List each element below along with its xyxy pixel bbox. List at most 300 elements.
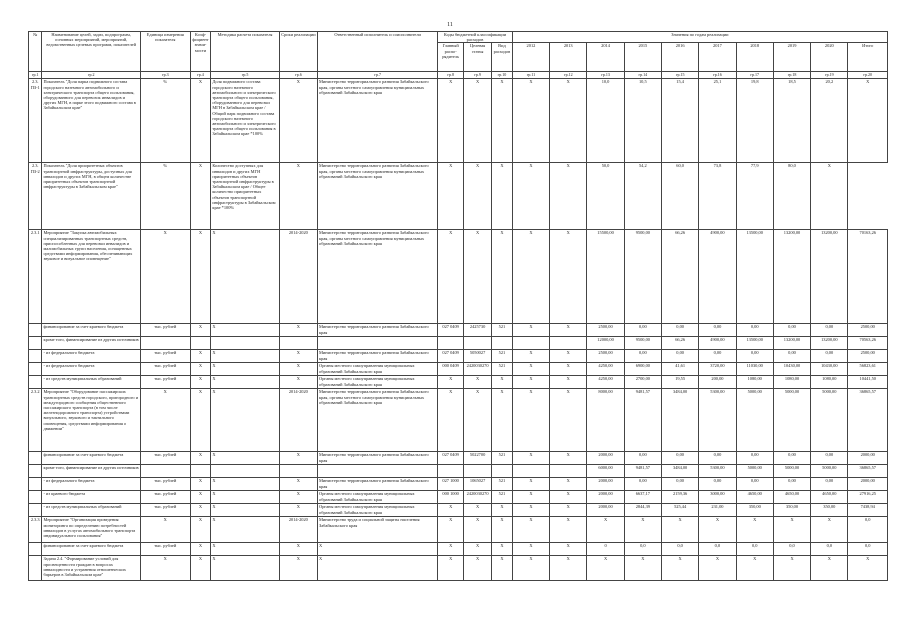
table-cell: 2000,00 — [587, 478, 624, 491]
table-cell: X — [811, 163, 848, 230]
table-cell: - из средств муниципальных образований — [42, 376, 140, 389]
table-cell: X — [550, 363, 587, 376]
table-cell: 0,00 — [661, 324, 698, 337]
header-responsible: Ответственный исполнитель и соисполнители — [318, 32, 438, 72]
table-cell: X — [190, 491, 211, 504]
table-cell: 0,00 — [773, 350, 810, 363]
column-number: гр.4 — [190, 72, 211, 79]
table-cell: X — [624, 517, 661, 543]
table-cell: - из федерального бюджета — [42, 478, 140, 491]
table-cell — [29, 376, 42, 389]
table-cell: X — [190, 389, 211, 452]
table-cell: X — [512, 376, 549, 389]
header-year: 2018 — [736, 43, 773, 72]
table-cell: тыс. рублей — [140, 504, 190, 517]
table-cell: Показатель "Доля парка подвижного состава городского наземного автомобильного и электрического транспорта общего пользования, оборудованного для перевозок инвалидов и других МГН, в парке этого подвижного состава в Забайкальском крае" — [42, 79, 140, 163]
table-cell: X — [661, 556, 698, 581]
table-cell: 36865,57 — [848, 389, 888, 452]
table-cell: 0,00 — [773, 324, 810, 337]
table-cell: X — [190, 79, 211, 163]
column-number: гр.17 — [736, 72, 773, 79]
table-row — [29, 389, 888, 452]
table-cell: 15500,00 — [587, 230, 624, 324]
table-cell: 70563,26 — [848, 337, 888, 350]
table-cell: X — [550, 491, 587, 504]
table-cell: X — [464, 504, 492, 517]
header-year: Итого — [848, 43, 888, 72]
table-cell — [29, 504, 42, 517]
table-cell: 521 — [492, 324, 513, 337]
table-cell: 0,00 — [624, 452, 661, 465]
table-cell: X — [211, 324, 279, 337]
table-cell: 2500,00 — [848, 350, 888, 363]
table-cell: X — [438, 543, 464, 556]
table-cell: Министерство территориального развития Забайкальского края — [318, 478, 438, 491]
table-cell: X — [438, 230, 464, 324]
table-cell: 231,00 — [699, 504, 736, 517]
table-cell: Министерство территориального развития Забайкальского края, органы местного самоуправления муниципальных образований Забайкальского края — [318, 79, 438, 163]
table-cell: 10441,50 — [848, 376, 888, 389]
table-cell — [464, 337, 492, 350]
table-cell: X — [492, 163, 513, 230]
table-cell: Задача 2.4. "Формирование условий для просвещенности граждан в вопросах инвалидности и устранения отношенческих барьеров в Забайкальском крае" — [42, 556, 140, 581]
table-cell: X — [279, 163, 317, 230]
table-cell: 0,00 — [661, 350, 698, 363]
column-number: гр.3 — [140, 72, 190, 79]
table-cell: 0,00 — [624, 350, 661, 363]
table-cell — [279, 337, 317, 350]
table-cell: X — [211, 350, 279, 363]
table-cell: X — [438, 504, 464, 517]
column-number: гр.8 — [438, 72, 464, 79]
header-code-section: Целевая статья — [464, 43, 492, 72]
table-cell: X — [550, 230, 587, 324]
table-cell: X — [811, 556, 848, 581]
table-cell: 2000,00 — [848, 478, 888, 491]
table-row — [29, 543, 888, 556]
table-cell: 10,5 — [624, 79, 661, 163]
column-number: гр.16 — [699, 72, 736, 79]
table-cell: 20,2 — [811, 79, 848, 163]
table-cell: 350,00 — [811, 504, 848, 517]
table-cell: 27916,25 — [848, 491, 888, 504]
table-cell: X — [512, 452, 549, 465]
table-cell: 70163,26 — [848, 230, 888, 324]
table-row — [29, 556, 888, 581]
table-cell: X — [190, 376, 211, 389]
table-cell: 1080,00 — [736, 376, 773, 389]
table-cell: 0,0 — [848, 517, 888, 543]
table-cell: 2844,39 — [624, 504, 661, 517]
table-cell: 10,0 — [587, 79, 624, 163]
table-cell: 80,0 — [773, 163, 810, 230]
table-cell: 5300,00 — [699, 389, 736, 452]
column-number: гр.11 — [512, 72, 549, 79]
table-cell: X — [550, 556, 587, 581]
header-period: Сроки реализации — [279, 32, 317, 72]
table-cell: X — [438, 163, 464, 230]
table-cell: 60,0 — [661, 163, 698, 230]
table-cell: 0,00 — [811, 324, 848, 337]
page-number: 11 — [447, 22, 453, 28]
table-cell: 0,0 — [811, 543, 848, 556]
table-cell: 3000,00 — [699, 491, 736, 504]
table-cell: 0,00 — [736, 452, 773, 465]
table-cell: X — [279, 478, 317, 491]
table-cell — [29, 452, 42, 465]
table-cell: X — [773, 517, 810, 543]
table-cell: X — [279, 79, 317, 163]
table-cell: 4650,00 — [736, 491, 773, 504]
table-cell: X — [848, 556, 888, 581]
table-row — [29, 504, 888, 517]
table-cell: Министерство территориального развития Забайкальского края — [318, 350, 438, 363]
column-number: гр.2 — [42, 72, 140, 79]
table-cell — [190, 465, 211, 478]
table-cell: 0,00 — [699, 478, 736, 491]
table-cell: 9500,00 — [624, 230, 661, 324]
table-cell: 2500,00 — [587, 324, 624, 337]
table-cell: % — [140, 79, 190, 163]
table-cell: X — [699, 517, 736, 543]
table-cell: 13200,00 — [811, 337, 848, 350]
table-cell: X — [190, 363, 211, 376]
column-number: гр.19 — [811, 72, 848, 79]
table-cell: X — [773, 556, 810, 581]
table-row — [29, 324, 888, 337]
table-cell: 2.3. ПЗ-1 — [29, 79, 42, 163]
table-cell: X — [550, 324, 587, 337]
table-cell: 0,00 — [699, 452, 736, 465]
table-cell: 0,0 — [736, 543, 773, 556]
table-cell: X — [699, 556, 736, 581]
table-cell — [29, 543, 42, 556]
table-cell: 027 1000 — [438, 478, 464, 491]
table-cell: 13200,00 — [773, 230, 810, 324]
table-cell: 0,0 — [624, 543, 661, 556]
table-cell: X — [190, 230, 211, 324]
program-table — [28, 31, 888, 581]
table-cell: X — [550, 543, 587, 556]
table-cell: X — [211, 491, 279, 504]
table-row — [29, 79, 888, 163]
header-year: 2017 — [699, 43, 736, 72]
table-cell: X — [550, 79, 587, 163]
table-cell: X — [438, 79, 464, 163]
table-cell: X — [464, 79, 492, 163]
table-cell: Количество доступных для инвалидов и других МГН приоритетных объектов транспортной инфраструктуры в Забайкальском крае / Общее количество приоритетных объектов транспортной инфраструктуры в Забайкальском крае *100% — [211, 163, 279, 230]
table-cell: X — [512, 363, 549, 376]
table-cell: X — [211, 389, 279, 452]
table-cell: 3484,00 — [661, 389, 698, 452]
table-cell: 8000,00 — [587, 389, 624, 452]
table-cell: тыс. рублей — [140, 543, 190, 556]
table-cell — [492, 337, 513, 350]
table-cell: 5000,00 — [736, 389, 773, 452]
table-cell: X — [512, 350, 549, 363]
table-cell: 0,00 — [736, 478, 773, 491]
table-cell: Мероприятие "Оборудование пассажирских транспортных средств городского, пригородного и междугородного сообщения общественного пассажирского транспорта (в том числе железнодорожного транспорта) устройствами визуального, звукового и тактильного оповещения, средствами информирования о движении" — [42, 389, 140, 452]
table-cell: тыс. рублей — [140, 376, 190, 389]
table-cell: 73,8 — [699, 163, 736, 230]
table-cell: 3484,00 — [661, 465, 698, 478]
table-row — [29, 230, 888, 324]
table-cell: 525,44 — [661, 504, 698, 517]
table-cell: 10430,00 — [773, 363, 810, 376]
table-cell: X — [140, 230, 190, 324]
table-cell: 521 — [492, 452, 513, 465]
table-cell: финансирование за счет краевого бюджета — [42, 324, 140, 337]
table-cell: 200,00 — [699, 376, 736, 389]
table-cell: X — [279, 350, 317, 363]
table-cell: 2700,00 — [624, 376, 661, 389]
table-cell — [464, 465, 492, 478]
table-cell: X — [464, 517, 492, 543]
table-cell — [29, 465, 42, 478]
table-cell: 4900,00 — [699, 230, 736, 324]
table-cell: 2159,36 — [661, 491, 698, 504]
table-cell: X — [512, 163, 549, 230]
table-cell: X — [512, 556, 549, 581]
table-cell: Показатель "Доля приоритетных объектов транспортной инфраструктуры, доступных для инвалидов и других МГН, в общем количестве приоритетных объектов транспортной инфраструктуры в Забайкальском крае" — [42, 163, 140, 230]
table-cell: Мероприятие "Закупка автомобильных специализированных транспортных средств, приспособленных для перевозки инвалидов и маломобильных групп населения, оснащенных средствами информирования, обеспечивающих звуковое и визуальное оповещение" — [42, 230, 140, 324]
table-cell — [29, 350, 42, 363]
table-cell: X — [848, 79, 888, 163]
table-cell — [29, 324, 42, 337]
table-cell: X — [438, 376, 464, 389]
table-cell: 36865,57 — [848, 465, 888, 478]
table-cell: 2014-2020 — [279, 230, 317, 324]
table-cell: 2.3.2 — [29, 389, 42, 452]
table-cell: - из краевого бюджета — [42, 491, 140, 504]
table-cell: X — [492, 504, 513, 517]
table-cell: 1065027 — [464, 478, 492, 491]
table-cell: 2420030270 — [464, 491, 492, 504]
table-cell: X — [318, 543, 438, 556]
table-cell: X — [492, 389, 513, 452]
table-cell: 9500,00 — [624, 337, 661, 350]
table-cell: тыс. рублей — [140, 363, 190, 376]
table-cell: 521 — [492, 491, 513, 504]
table-cell — [211, 465, 279, 478]
table-cell: 9481,57 — [624, 465, 661, 478]
table-row — [29, 491, 888, 504]
table-cell: X — [190, 163, 211, 230]
table-cell: 2.3. ПЗ-2 — [29, 163, 42, 230]
table-cell: X — [279, 324, 317, 337]
table-cell: 0,00 — [736, 350, 773, 363]
table-cell: 5050027 — [464, 350, 492, 363]
table-cell — [140, 465, 190, 478]
table-cell: X — [464, 163, 492, 230]
table-cell: 0,0 — [773, 543, 810, 556]
table-cell: X — [811, 517, 848, 543]
table-cell: X — [492, 543, 513, 556]
table-cell: 5000,00 — [736, 465, 773, 478]
header-coef: Коэф-фициент значи-мости — [190, 32, 211, 72]
column-number: гр.9 — [464, 72, 492, 79]
header-year: 2020 — [811, 43, 848, 72]
column-number: гр.6 — [279, 72, 317, 79]
table-cell: X — [211, 478, 279, 491]
table-cell: 18,5 — [773, 79, 810, 163]
table-cell: X — [211, 376, 279, 389]
table-cell: 521 — [492, 478, 513, 491]
table-cell: 0,00 — [811, 350, 848, 363]
table-cell: X — [279, 543, 317, 556]
column-number: гр.1 — [29, 72, 42, 79]
table-cell: Министерство территориального развития Забайкальского края, органы местного самоуправления муниципальных образований Забайкальского края — [318, 230, 438, 324]
table-row — [29, 465, 888, 478]
table-cell: X — [550, 376, 587, 389]
table-cell: 521 — [492, 350, 513, 363]
table-cell: Доля подвижного состава городского наземного автомобильного и электрического транспорта общего пользования, оборудованного для перевозки МГН в Забайкальском крае / Общий парк подвижного состава городского наземного автомобильного и электрического транспорта общего пользования в Забайкальском крае *100% — [211, 79, 279, 163]
table-row — [29, 163, 888, 230]
table-cell: X — [279, 363, 317, 376]
table-cell: X — [140, 517, 190, 543]
table-cell: 11030,00 — [736, 363, 773, 376]
table-cell: X — [464, 543, 492, 556]
column-number: гр.14 — [624, 72, 661, 79]
table-cell: X — [587, 556, 624, 581]
table-cell — [211, 337, 279, 350]
table-cell: тыс. рублей — [140, 350, 190, 363]
table-cell: X — [492, 376, 513, 389]
table-cell: X — [512, 504, 549, 517]
table-cell: X — [512, 491, 549, 504]
column-number: гр.20 — [848, 72, 888, 79]
table-cell: X — [279, 376, 317, 389]
table-cell: Органы местного самоуправления муниципальных образований Забайкальского края — [318, 504, 438, 517]
table-cell: X — [438, 556, 464, 581]
table-cell: 6637,17 — [624, 491, 661, 504]
table-cell: X — [279, 491, 317, 504]
header-year: 2014 — [587, 43, 624, 72]
table-cell: 56823,61 — [848, 363, 888, 376]
table-cell: 6000,00 — [587, 465, 624, 478]
table-cell: X — [464, 389, 492, 452]
table-cell: X — [211, 452, 279, 465]
table-cell: X — [512, 543, 549, 556]
table-cell: 66,26 — [661, 230, 698, 324]
table-cell: 027 0409 — [438, 324, 464, 337]
table-cell: - из федерального бюджета — [42, 363, 140, 376]
table-cell — [29, 478, 42, 491]
table-cell: X — [190, 350, 211, 363]
table-cell: X — [211, 230, 279, 324]
table-cell: X — [550, 163, 587, 230]
column-number: гр.12 — [550, 72, 587, 79]
table-cell: 0,00 — [699, 350, 736, 363]
table-cell: тыс. рублей — [140, 452, 190, 465]
table-cell: 13500,00 — [736, 230, 773, 324]
table-cell: 2500,00 — [587, 350, 624, 363]
header-method: Методика расчета показателя — [211, 32, 279, 72]
header-name: Наименование целей, задач, подпрограмм, основных мероприятий, мероприятий, ведомственных целевых программ, показателей — [42, 32, 140, 72]
table-cell: Органы местного самоуправления муниципальных образований Забайкальского края — [318, 376, 438, 389]
table-row — [29, 452, 888, 465]
table-cell: X — [550, 478, 587, 491]
table-cell: тыс. рублей — [140, 478, 190, 491]
header-values-group: Значения по годам реализации — [512, 32, 887, 43]
table-cell: 2000,00 — [587, 491, 624, 504]
table-cell: 2420030270 — [464, 363, 492, 376]
table-cell: X — [661, 517, 698, 543]
table-cell: X — [736, 556, 773, 581]
header-year: 2019 — [773, 43, 810, 72]
column-number: гр.7 — [318, 72, 438, 79]
table-cell: 2425730 — [464, 324, 492, 337]
table-cell — [29, 491, 42, 504]
table-cell: 521 — [492, 363, 513, 376]
table-cell: 2500,00 — [848, 324, 888, 337]
table-cell: 350,00 — [736, 504, 773, 517]
table-cell: 3720,00 — [699, 363, 736, 376]
table-cell — [190, 337, 211, 350]
table-cell — [438, 465, 464, 478]
table-cell: X — [279, 504, 317, 517]
table-cell: Органы местного самоуправления муниципальных образований Забайкальского края — [318, 363, 438, 376]
table-cell: X — [190, 452, 211, 465]
table-cell: X — [190, 543, 211, 556]
table-cell: X — [211, 504, 279, 517]
table-cell: Органы местного самоуправления муниципальных образований Забайкальского края — [318, 491, 438, 504]
table-cell: тыс. рублей — [140, 324, 190, 337]
table-cell: 2000,00 — [587, 452, 624, 465]
table-cell — [512, 337, 549, 350]
table-cell: 0,00 — [624, 478, 661, 491]
column-number: гр.5 — [211, 72, 279, 79]
table-cell — [318, 465, 438, 478]
table-cell: X — [211, 556, 279, 581]
header-num: № — [29, 32, 42, 72]
table-cell: X — [464, 230, 492, 324]
table-cell: X — [140, 556, 190, 581]
table-cell: X — [190, 556, 211, 581]
table-cell: X — [211, 363, 279, 376]
table-cell: X — [464, 556, 492, 581]
table-cell — [279, 465, 317, 478]
table-cell: X — [492, 517, 513, 543]
column-number: гр.10 — [492, 72, 513, 79]
table-cell: X — [211, 517, 279, 543]
table-cell: X — [550, 350, 587, 363]
table-cell: X — [492, 556, 513, 581]
header-codes-group: Коды бюджетной классификации расходов — [438, 32, 513, 43]
table-cell: X — [736, 517, 773, 543]
table-row — [29, 517, 888, 543]
table-cell: 0,0 — [848, 543, 888, 556]
table-cell: 000 1000 — [438, 491, 464, 504]
table-cell: 15,4 — [661, 79, 698, 163]
table-cell: X — [587, 517, 624, 543]
table-cell: X — [624, 556, 661, 581]
table-cell: 5000,00 — [773, 389, 810, 452]
table-cell: 350,00 — [773, 504, 810, 517]
table-cell: 0,00 — [661, 478, 698, 491]
table-cell: X — [279, 556, 317, 581]
table-cell: X — [512, 230, 549, 324]
table-cell: 13200,00 — [773, 337, 810, 350]
table-cell: - из федерального бюджета — [42, 350, 140, 363]
table-cell: 41,61 — [661, 363, 698, 376]
table-cell — [140, 337, 190, 350]
table-cell: X — [190, 478, 211, 491]
table-cell: X — [512, 389, 549, 452]
table-cell: 0,0 — [699, 543, 736, 556]
column-number: гр.15 — [661, 72, 698, 79]
table-cell: % — [140, 163, 190, 230]
